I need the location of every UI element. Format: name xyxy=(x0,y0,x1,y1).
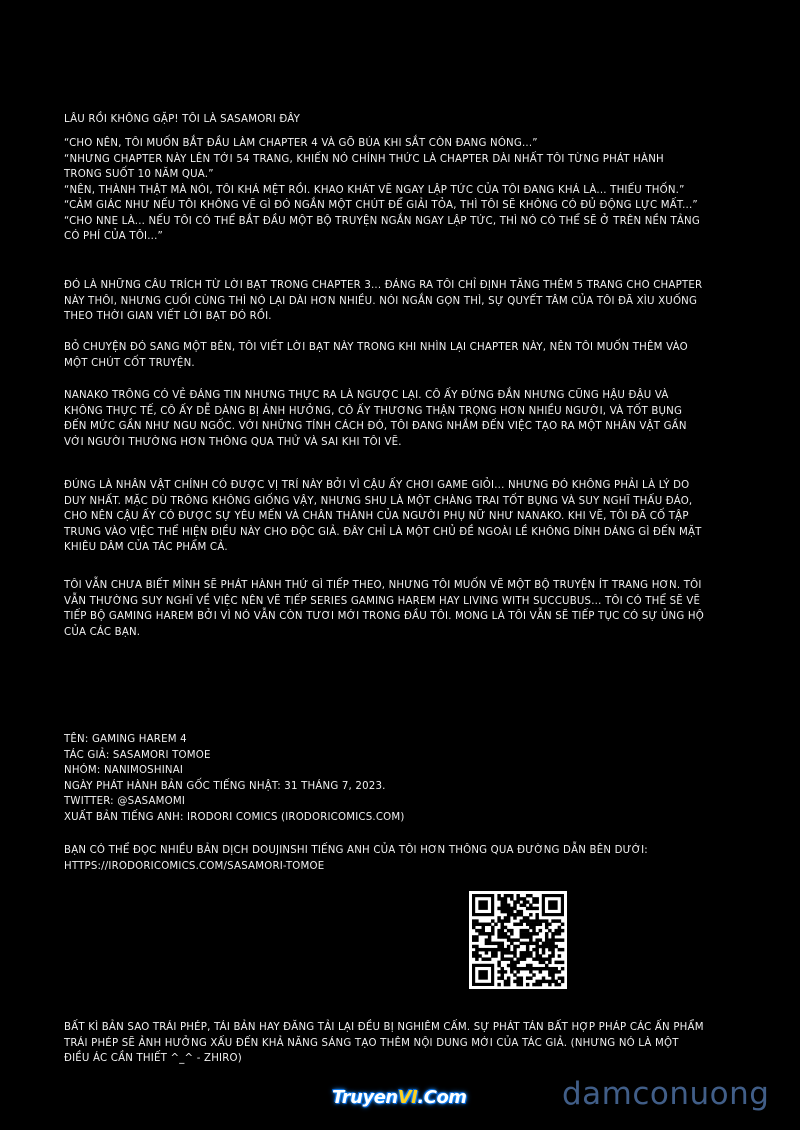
publication-info xyxy=(64,732,704,825)
qr-code-graphic xyxy=(469,891,567,989)
profile-link[interactable]: HTTPS://IRODORICOMICS.COM/SASAMORI-TOMOE xyxy=(64,860,325,872)
paragraph-text: ĐÓ LÀ NHỮNG CÂU TRÍCH TỪ LỜI BẠT TRONG CHAPTER 3... ĐÁNG RA TÔI CHỈ ĐỊNH TĂNG THÊM 5 TRANG CHO CHAPTER NÀY THÔI, NHƯNG CUỐI CÙNG THÌ NÓ LẠI DÀI HƠN NHIỀU. NÓI NGẮN GỌN THÌ, SỰ QUYẾT TÂM CỦA TÔI ĐÃ XÌU XUỐNG THEO THỜI GIAN VIẾT LỜI BẠT ĐÓ RỒI. xyxy=(64,280,703,322)
paragraph xyxy=(64,478,704,556)
logo-text-c: .Com xyxy=(417,1087,467,1108)
info-line: TÊN: GAMING HAREM 4 xyxy=(64,734,187,745)
links-block xyxy=(64,843,704,874)
quote-line: “CHO NNE LÀ... NẾU TÔI CÓ THỂ BẮT ĐẦU MỘT BỘ TRUYỆN NGẮN NGAY LẬP TỨC, THÌ NÓ CÓ THỂ SẼ Ở TRÊN NỀN TẢNG CÓ PHÍ CỦA TÔI...” xyxy=(64,215,700,242)
quote-line: “NHƯNG CHAPTER NÀY LÊN TỚI 54 TRANG, KHIẾN NÓ CHÍNH THỨC LÀ CHAPTER DÀI NHẤT TÔI TỪNG PHÁT HÀNH TRONG SUỐT 10 NĂM QUA.” xyxy=(64,153,664,180)
paragraph xyxy=(64,388,704,450)
warning-text: BẤT KÌ BẢN SAO TRÁI PHÉP, TÁI BẢN HAY ĐĂNG TẢI LẠI ĐỀU BỊ NGHIÊM CẤM. SỰ PHÁT TÁN BẤT HỢP PHÁP CÁC ẤN PHẨM TRÁI PHÉP SẼ ẢNH HƯỞNG XẤU ĐẾN KHẢ NĂNG SÁNG TẠO THÊM NỘI DUNG MỚI CỦA TÁC GIẢ. (NHƯNG NÓ LÀ MỘT ĐIỀU ÁC CẦN THIẾT ^_^ - ZHIRO) xyxy=(64,1022,704,1064)
links-text: BẠN CÓ THỂ ĐỌC NHIỀU BẢN DỊCH DOUJINSHI TIẾNG ANH CỦA TÔI HƠN THÔNG QUA ĐƯỜNG DẪN BÊN DƯỚI: xyxy=(64,845,648,856)
paragraph-text: TÔI VẪN CHƯA BIẾT MÌNH SẼ PHÁT HÀNH THỨ GÌ TIẾP THEO, NHƯNG TÔI MUỐN VẼ MỘT BỘ TRUYỆN ÍT TRANG HƠN. TÔI VẪN THƯỜNG SUY NGHĨ VỀ VIỆC NÊN VẼ TIẾP SERIES GAMING HAREM HAY LIVING WITH SUCCUBUS... TÔI CÓ THỂ SẼ VẼ TIẾP BỘ GAMING HAREM BỞI VÌ NÓ VẪN CÒN TƯƠI MỚI TRONG ĐẦU TÔI. MONG LÀ TÔI VẪN SẼ TIẾP TỤC CÓ SỰ ỦNG HỘ CỦA CÁC BẠN. xyxy=(64,580,704,638)
damconuong-watermark xyxy=(562,1076,769,1112)
paragraph xyxy=(64,578,704,640)
paragraph-text: BỎ CHUYỆN ĐÓ SANG MỘT BÊN, TÔI VIẾT LỜI BẠT NÀY TRONG KHI NHÌN LẠI CHAPTER NÀY, NÊN TÔI MUỐN THÊM VÀO MỘT CHÚT CỐT TRUYỆN. xyxy=(64,342,688,369)
quote-line: “NÊN, THÀNH THẬT MÀ NÓI, TÔI KHÁ MỆT RỒI. KHAO KHÁT VẼ NGAY LẬP TỨC CỦA TÔI ĐANG KHÁ LÀ... THIẾU THỐN.” xyxy=(64,184,685,196)
qr-code[interactable] xyxy=(469,891,567,989)
info-line: NGÀY PHÁT HÀNH BẢN GỐC TIẾNG NHẬT: 31 THÁNG 7, 2023. xyxy=(64,780,386,792)
greeting-text: LÂU RỒI KHÔNG GẶP! TÔI LÀ SASAMORI ĐÂY xyxy=(64,114,301,125)
quote-line: “CẢM GIÁC NHƯ NẾU TÔI KHÔNG VẼ GÌ ĐÓ NGẮN MỘT CHÚT ĐỂ GIẢI TỎA, THÌ TÔI SẼ KHÔNG CÓ ĐỦ ĐỘNG LỰC MẤT...” xyxy=(64,200,698,211)
truyenvi-logo xyxy=(332,1087,467,1108)
logo-text-b: VI xyxy=(397,1087,418,1108)
info-line: TÁC GIẢ: SASAMORI TOMOE xyxy=(64,749,211,761)
greeting xyxy=(64,112,704,128)
logo-text-a: Truyen xyxy=(332,1087,398,1108)
paragraph-text: ĐÚNG LÀ NHÂN VẬT CHÍNH CÓ ĐƯỢC VỊ TRÍ NÀY BỞI VÌ CẬU ẤY CHƠI GAME GIỎI... NHƯNG ĐÓ KHÔNG PHẢI LÀ LÝ DO DUY NHẤT. MẶC DÙ TRÔNG KHÔNG GIỐNG VẬY, NHƯNG SHU LÀ MỘT CHÀNG TRAI TỐT BỤNG VÀ SUY NGHĨ THẤU ĐÁO, CHO NÊN CẬU ẤY CÓ ĐƯỢC SỰ YÊU MẾN VÀ CHÂN THÀNH CỦA NGƯỜI PHỤ NỮ NHƯ NANAKO. KHI VẼ, TÔI ĐÃ CỐ TẬP TRUNG VÀO VIỆC THỂ HIỆN ĐIỀU NÀY CHO ĐỘC GIẢ. ĐÂY CHỈ LÀ MỘT CHỦ ĐỀ NGOÀI LỀ KHÔNG DÍNH DÁNG GÌ ĐẾN MẶT KHIÊU DÂM CỦA TÁC PHẨM CẢ. xyxy=(64,480,702,553)
watermark-text: damconuong xyxy=(562,1076,770,1112)
quote-line: “CHO NÊN, TÔI MUỐN BẮT ĐẦU LÀM CHAPTER 4 VÀ GÕ BÚA KHI SẮT CÒN ĐANG NÓNG...” xyxy=(64,138,538,149)
paragraph xyxy=(64,278,704,325)
quotes-block xyxy=(64,136,704,245)
copyright-warning xyxy=(64,1020,704,1067)
info-line: XUẤT BẢN TIẾNG ANH: IRODORI COMICS (IRODORICOMICS.COM) xyxy=(64,811,405,823)
paragraph-text: NANAKO TRÔNG CÓ VẺ ĐÁNG TIN NHƯNG THỰC RA LÀ NGƯỢC LẠI. CÔ ẤY ĐỨNG ĐẮN NHƯNG CŨNG HẬU ĐẬU VÀ KHÔNG THỰC TẾ, CÔ ẤY DỄ DÀNG BỊ ẢNH HƯỞNG, CÔ ẤY THƯƠNG THẬN TRỌNG HƠN NHIỀU NGƯỜI, VÀ TỐT BỤNG ĐẾN MỨC GẦN NHƯ NGU NGỐC. VỚI NHỮNG TÍNH CÁCH ĐÓ, TÔI ĐANG NHẮM ĐẾN VIỆC TẠO RA MỘT NHÂN VẬT GẦN VỚI NGƯỜI THƯỜNG HƠN THÔNG QUA THỬ VÀ SAI KHI TÔI VẼ. xyxy=(64,390,687,448)
paragraph xyxy=(64,340,704,371)
info-line: NHÓM: NANIMOSHINAI xyxy=(64,765,184,776)
info-line: TWITTER: @SASAMOMI xyxy=(64,796,186,807)
